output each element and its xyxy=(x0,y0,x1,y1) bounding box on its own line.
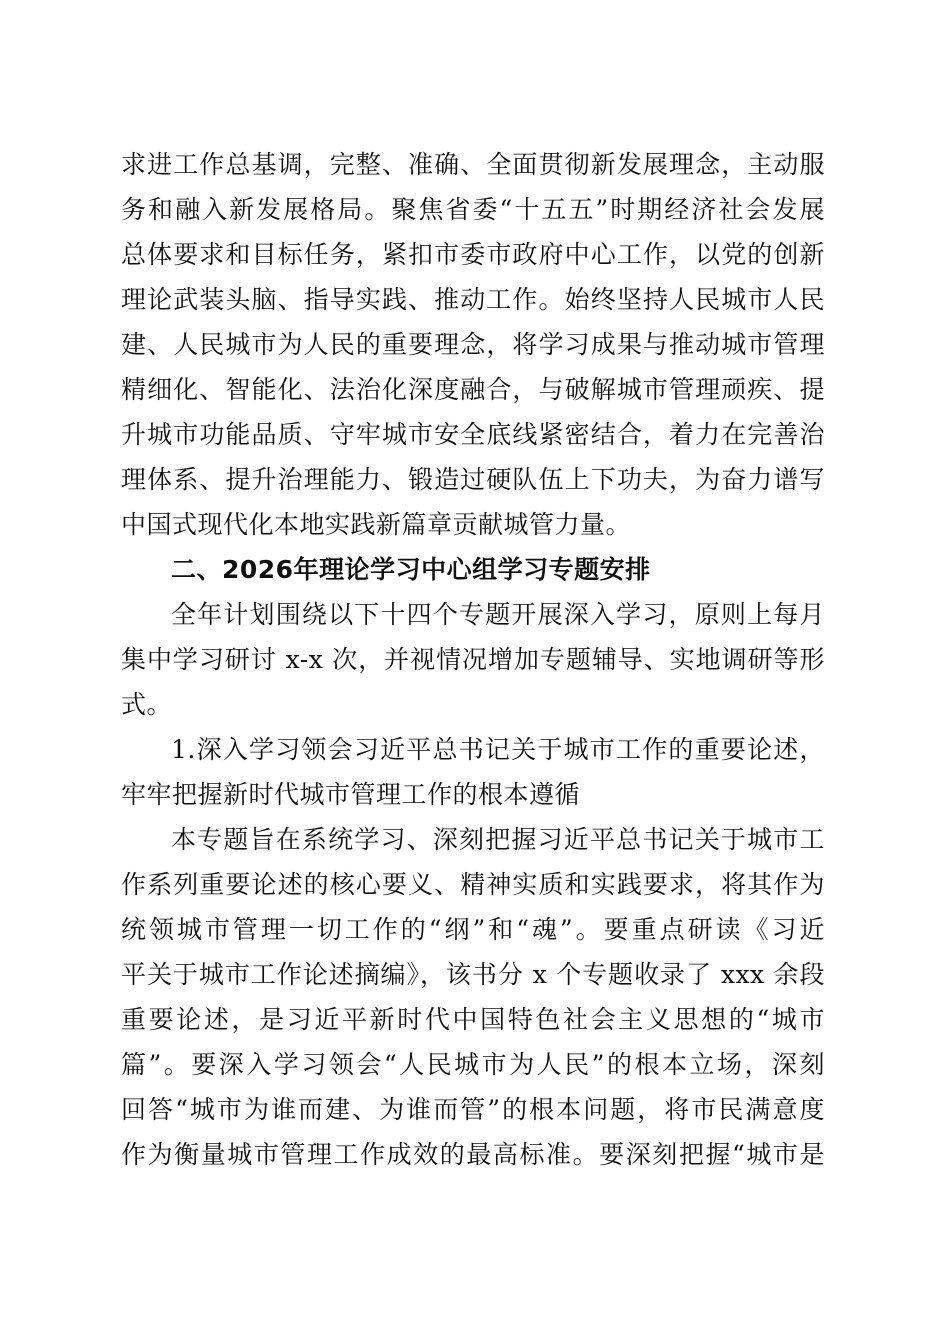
text-line: 升城市功能品质、守牢城市安全底线紧密结合，着力在完善治 xyxy=(121,420,825,449)
topic-1-heading xyxy=(121,727,825,817)
text-line: 回答“城市为谁而建、为谁而管”的根本问题，将市民满意度 xyxy=(121,1095,825,1124)
text-line: 作为衡量城市管理工作成效的最高标准。要深刻把握“城市是 xyxy=(121,1140,825,1169)
text-line: 平关于城市工作论述摘编》，该书分 x 个专题收录了 xxx 余段 xyxy=(121,960,825,989)
text-line: 理论武装头脑、指导实践、推动工作。始终坚持人民城市人民 xyxy=(121,285,825,314)
text-line: 理体系、提升治理能力、锻造过硬队伍上下功夫，为奋力谱写 xyxy=(121,465,825,494)
text-line: 本专题旨在系统学习、深刻把握习近平总书记关于城市工 xyxy=(171,825,825,854)
text-line: 作系列重要论述的核心要义、精神实质和实践要求，将其作为 xyxy=(121,870,825,899)
document-body xyxy=(121,142,825,1177)
text-line: 1.深入学习领会习近平总书记关于城市工作的重要论述， xyxy=(171,735,825,764)
text-line: 建、人民城市为人民的重要理念，将学习成果与推动城市管理 xyxy=(121,330,825,359)
paragraph-2 xyxy=(121,592,825,727)
text-line: 全年计划围绕以下十四个专题开展深入学习，原则上每月 xyxy=(171,600,825,629)
text-line: 中国式现代化本地实践新篇章贡献城管力量。 xyxy=(121,510,632,539)
paragraph-1 xyxy=(121,142,825,547)
text-line: 求进工作总基调，完整、准确、全面贯彻新发展理念，主动服 xyxy=(121,150,825,179)
text-line: 统领城市管理一切工作的“纲”和“魂”。要重点研读《习近 xyxy=(121,915,825,944)
section-heading: 二、2026年理论学习中心组学习专题安排 xyxy=(171,555,651,584)
text-line: 牢牢把握新时代城市管理工作的根本遵循 xyxy=(121,780,581,809)
text-line: 篇”。要深入学习领会“人民城市为人民”的根本立场，深刻 xyxy=(121,1050,825,1079)
text-line: 重要论述，是习近平新时代中国特色社会主义思想的“城市 xyxy=(121,1005,825,1034)
text-line: 式。 xyxy=(121,690,173,719)
text-line: 精细化、智能化、法治化深度融合，与破解城市管理顽疾、提 xyxy=(121,375,825,404)
text-line: 总体要求和目标任务，紧扣市委市政府中心工作，以党的创新 xyxy=(121,240,825,269)
text-line: 集中学习研讨 x-x 次，并视情况增加专题辅导、实地调研等形 xyxy=(121,645,825,674)
paragraph-3 xyxy=(121,817,825,1177)
text-line: 务和融入新发展格局。聚焦省委“十五五”时期经济社会发展 xyxy=(121,195,825,224)
